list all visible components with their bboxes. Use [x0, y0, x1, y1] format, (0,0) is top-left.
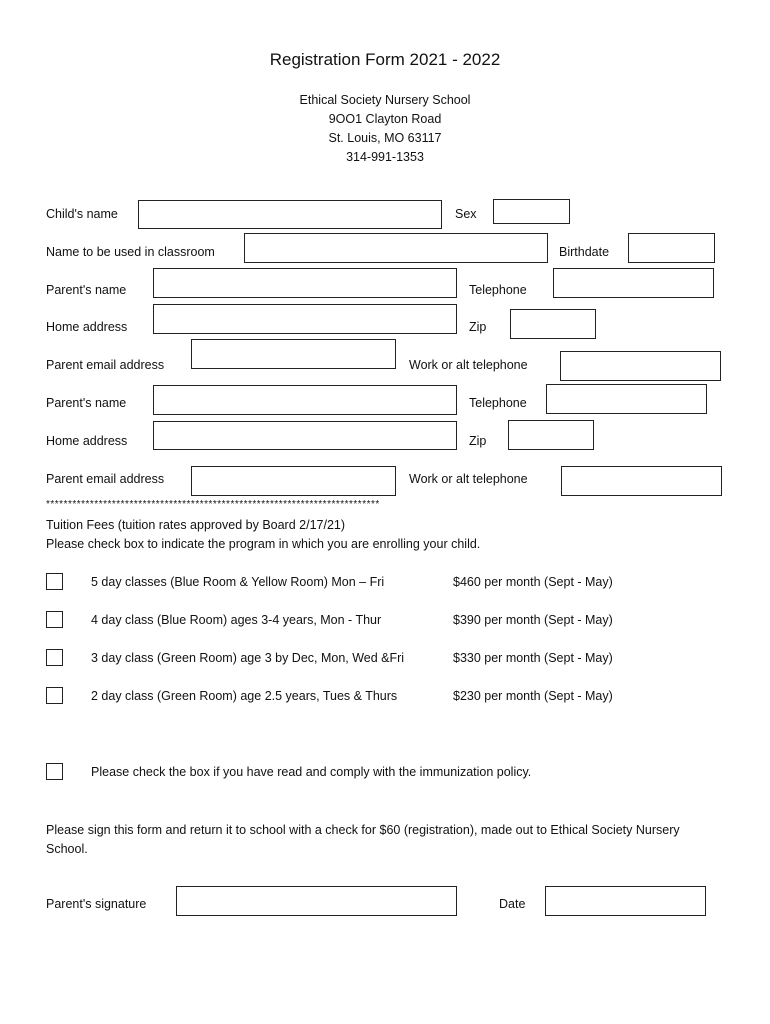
- date-field[interactable]: [545, 886, 706, 916]
- parent1-alt-telephone-label: Work or alt telephone: [409, 358, 528, 372]
- signature-label: Parent's signature: [46, 897, 147, 911]
- program-label: 5 day classes (Blue Room & Yellow Room) Mon – Fri: [91, 575, 385, 589]
- parent1-email-label: Parent email address: [46, 358, 165, 372]
- parent1-zip-label: Zip: [469, 320, 487, 334]
- date-label: Date: [499, 897, 526, 911]
- program-price: $460 per month (Sept - May): [453, 575, 613, 589]
- sex-field[interactable]: [493, 199, 570, 224]
- parent1-name-label: Parent's name: [46, 283, 127, 297]
- parent2-email-label: Parent email address: [46, 472, 165, 486]
- school-street: 9OO1 Clayton Road: [328, 112, 442, 126]
- tuition-heading: Tuition Fees (tuition rates approved by Board 2/17/21): [46, 518, 346, 532]
- form-title: Registration Form 2021 - 2022: [269, 50, 501, 69]
- parent1-telephone-label: Telephone: [469, 283, 527, 297]
- parent2-telephone-field[interactable]: [546, 384, 707, 414]
- parent1-address-label: Home address: [46, 320, 128, 334]
- birthdate-label: Birthdate: [559, 245, 610, 259]
- parent1-address-field[interactable]: [153, 304, 457, 334]
- parent1-email-field[interactable]: [191, 339, 396, 369]
- parent2-email-field[interactable]: [191, 466, 396, 496]
- program-price: $330 per month (Sept - May): [453, 651, 613, 665]
- school-city: St. Louis, MO 63117: [328, 131, 442, 145]
- school-phone: 314-991-1353: [346, 150, 424, 164]
- program-price: $230 per month (Sept - May): [453, 689, 613, 703]
- immunization-checkbox[interactable]: [46, 763, 63, 780]
- classroom-name-label: Name to be used in classroom: [46, 245, 215, 259]
- program-checkbox[interactable]: [46, 687, 63, 704]
- program-label: 2 day class (Green Room) age 2.5 years, Tues & Thurs: [91, 689, 398, 703]
- parent2-telephone-label: Telephone: [469, 396, 527, 410]
- classroom-name-field[interactable]: [244, 233, 548, 263]
- sex-label: Sex: [455, 207, 477, 221]
- birthdate-field[interactable]: [628, 233, 715, 263]
- parent1-name-field[interactable]: [153, 268, 457, 298]
- program-label: 3 day class (Green Room) age 3 by Dec, Mon, Wed &Fri: [91, 651, 405, 665]
- parent1-alt-telephone-field[interactable]: [560, 351, 721, 381]
- child-name-label: Child's name: [46, 207, 118, 221]
- parent2-alt-telephone-field[interactable]: [561, 466, 722, 496]
- program-checkbox[interactable]: [46, 649, 63, 666]
- program-checkbox[interactable]: [46, 611, 63, 628]
- parent1-zip-field[interactable]: [510, 309, 596, 339]
- parent2-alt-telephone-label: Work or alt telephone: [409, 472, 528, 486]
- parent2-address-field[interactable]: [153, 421, 457, 450]
- separator: ****************************************************************************: [46, 499, 380, 510]
- parent2-address-label: Home address: [46, 434, 128, 448]
- parent2-zip-label: Zip: [469, 434, 487, 448]
- signature-field[interactable]: [176, 886, 457, 916]
- immunization-label: Please check the box if you have read and comply with the immunization policy.: [91, 765, 532, 779]
- tuition-instruction: Please check box to indicate the program in which you are enrolling your child.: [46, 537, 481, 551]
- program-price: $390 per month (Sept - May): [453, 613, 613, 627]
- return-note: Please sign this form and return it to school with a check for $60 (registration), made out to Ethical Society Nursery School.: [46, 823, 680, 856]
- parent2-zip-field[interactable]: [508, 420, 594, 450]
- school-name: Ethical Society Nursery School: [299, 93, 471, 107]
- parent2-name-field[interactable]: [153, 385, 457, 415]
- parent2-name-label: Parent's name: [46, 396, 127, 410]
- program-checkbox[interactable]: [46, 573, 63, 590]
- parent1-telephone-field[interactable]: [553, 268, 714, 298]
- child-name-field[interactable]: [138, 200, 442, 229]
- program-label: 4 day class (Blue Room) ages 3-4 years, Mon - Thur: [91, 613, 382, 627]
